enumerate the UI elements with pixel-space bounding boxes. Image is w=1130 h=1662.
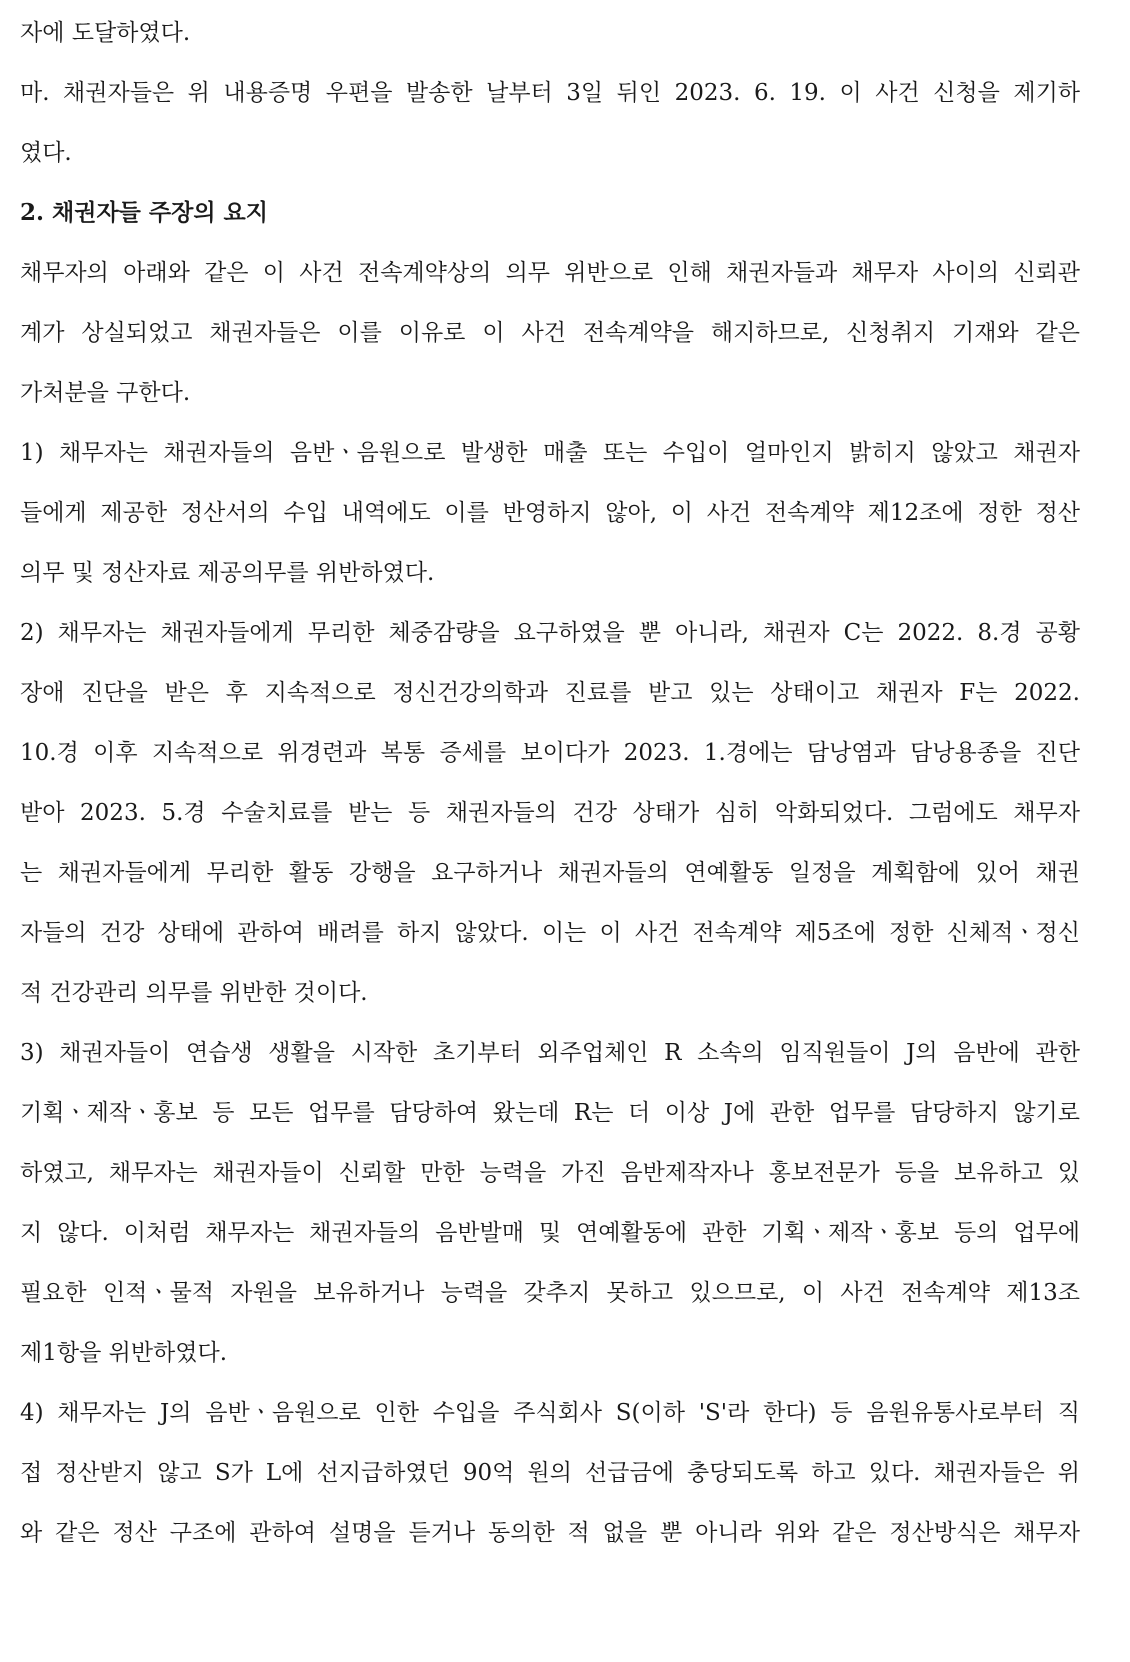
text-line: 4) 채무자는 J의 음반ㆍ음원으로 인한 수입을 주식회사 S(이하 'S'라 한다) 등 음원유통사로부터 직 (20, 1400, 1080, 1426)
text-line: 1) 채무자는 채권자들의 음반ㆍ음원으로 발생한 매출 또는 수입이 얼마인지 밝히지 않았고 채권자 (20, 440, 1080, 466)
section-heading: 2. 채권자들 주장의 요지 (20, 199, 268, 226)
text-line: 자들의 건강 상태에 관하여 배려를 하지 않았다. 이는 이 사건 전속계약 제5조에 정한 신체적ㆍ정신 (20, 920, 1080, 946)
text-line: 3) 채권자들이 연습생 생활을 시작한 초기부터 외주업체인 R 소속의 임직원들이 J의 음반에 관한 (20, 1040, 1080, 1066)
text-line: 접 정산받지 않고 S가 L에 선지급하였던 90억 원의 선급금에 충당되도록 하고 있다. 채권자들은 위 (20, 1460, 1080, 1486)
text-line: 필요한 인적ㆍ물적 자원을 보유하거나 능력을 갖추지 못하고 있으므로, 이 사건 전속계약 제13조 (20, 1280, 1080, 1306)
text-line: 들에게 제공한 정산서의 수입 내역에도 이를 반영하지 않아, 이 사건 전속계약 제12조에 정한 정산 (20, 500, 1080, 526)
text-line: 였다. (20, 140, 72, 166)
text-line: 의무 및 정산자료 제공의무를 위반하였다. (20, 560, 435, 586)
text-line: 는 채권자들에게 무리한 활동 강행을 요구하거나 채권자들의 연예활동 일정을 계획함에 있어 채권 (20, 860, 1080, 886)
text-line: 10.경 이후 지속적으로 위경련과 복통 증세를 보이다가 2023. 1.경에는 담낭염과 담낭용종을 진단 (20, 740, 1080, 766)
text-line: 받아 2023. 5.경 수술치료를 받는 등 채권자들의 건강 상태가 심히 악화되었다. 그럼에도 채무자 (20, 800, 1080, 826)
text-line: 자에 도달하였다. (20, 20, 191, 46)
text-line: 2) 채무자는 채권자들에게 무리한 체중감량을 요구하였을 뿐 아니라, 채권자 C는 2022. 8.경 공황 (20, 620, 1080, 646)
text-line: 와 같은 정산 구조에 관하여 설명을 듣거나 동의한 적 없을 뿐 아니라 위와 같은 정산방식은 채무자 (20, 1520, 1080, 1546)
text-line: 기획ㆍ제작ㆍ홍보 등 모든 업무를 담당하여 왔는데 R는 더 이상 J에 관한 업무를 담당하지 않기로 (20, 1100, 1080, 1126)
text-line: 마. 채권자들은 위 내용증명 우편을 발송한 날부터 3일 뒤인 2023. 6. 19. 이 사건 신청을 제기하 (20, 80, 1080, 106)
text-line: 장애 진단을 받은 후 지속적으로 정신건강의학과 진료를 받고 있는 상태이고 채권자 F는 2022. (20, 680, 1080, 706)
text-line: 가처분을 구한다. (20, 380, 191, 406)
text-line: 계가 상실되었고 채권자들은 이를 이유로 이 사건 전속계약을 해지하므로, 신청취지 기재와 같은 (20, 320, 1080, 346)
text-line: 하였고, 채무자는 채권자들이 신뢰할 만한 능력을 가진 음반제작자나 홍보전문가 등을 보유하고 있 (20, 1160, 1080, 1186)
text-line: 채무자의 아래와 같은 이 사건 전속계약상의 의무 위반으로 인해 채권자들과 채무자 사이의 신뢰관 (20, 260, 1080, 286)
text-line: 제1항을 위반하였다. (20, 1340, 227, 1366)
text-line: 지 않다. 이처럼 채무자는 채권자들의 음반발매 및 연예활동에 관한 기획ㆍ제작ㆍ홍보 등의 업무에 (20, 1220, 1080, 1246)
text-line: 적 건강관리 의무를 위반한 것이다. (20, 980, 368, 1006)
